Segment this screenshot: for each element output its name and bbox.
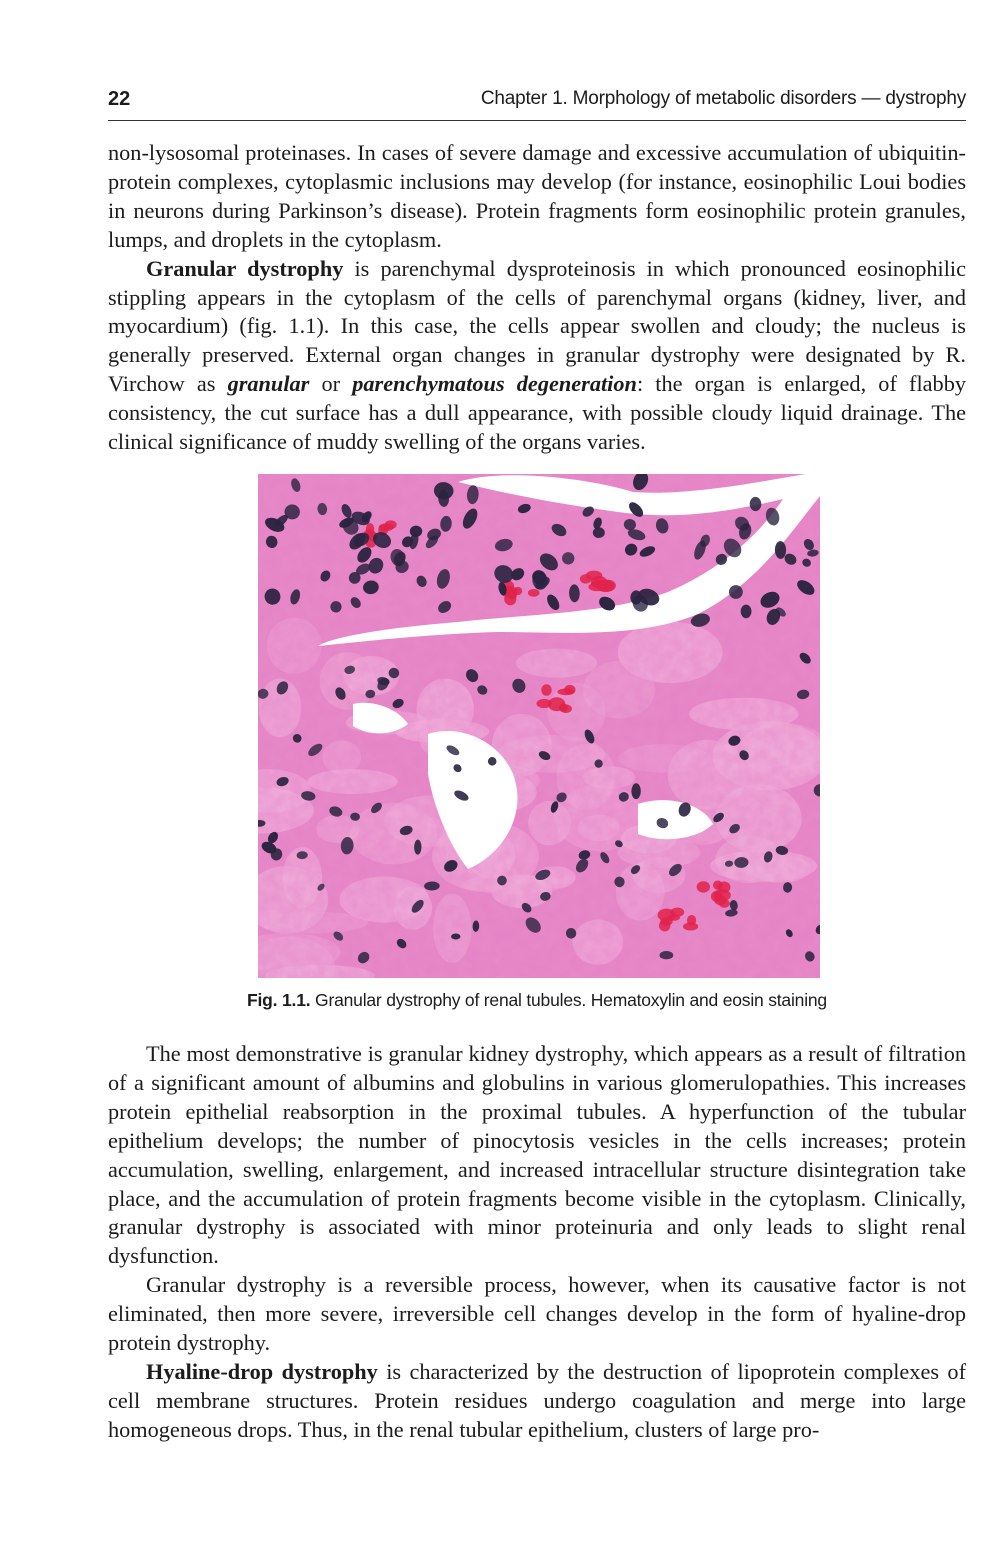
histology-micrograph [258,474,820,978]
term-parenchymatous-degeneration: parenchymatous degeneration [352,371,637,397]
paragraph-text: is characterized by the destruction of lipoprotein complexes of cell membrane structures. Protein residues undergo coagulation and merge into large homogeneous drops. Thus, in the renal tubular epithelium, clusters of large pro- [108,1358,966,1442]
erythrocyte [541,684,551,696]
paragraph: Granular dystrophy is a reversible process, however, when its causative factor is not eliminated, then more severe, irreversible cell changes develop in the form of hyaline-drop protein dystrophy. [108,1272,966,1356]
figure-caption [108,990,966,1011]
term-granular: granular [227,371,310,397]
figure-label: Fig. 1.1. [247,990,311,1010]
micrograph-image [258,474,820,978]
paragraph: non-lysosomal proteinases. In cases of severe damage and excessive accumulation of ubiquitin-protein complexes, cytoplasmic inclusions may develop (for instance, eosinophilic Loui bodies in neurons during Parkinson’s disease). Protein fragments form eosinophilic protein granules, lumps, and droplets in the cytoplasm. [108,140,966,252]
erythrocyte [528,589,540,597]
paragraph [108,1358,966,1445]
erythrocyte [670,908,684,917]
erythrocyte [697,881,710,892]
erythrocyte [536,699,551,708]
top-text-block [108,139,966,457]
running-header [108,86,966,121]
erythrocyte [504,593,516,606]
cell-nucleus [660,951,674,959]
paragraph-text: or [309,371,353,397]
erythrocyte [559,703,568,712]
erythrocyte [713,881,723,890]
running-title: Chapter 1. Morphology of metabolic disorders — dystrophy [480,88,966,109]
term-hyaline-drop-dystrophy: Hyaline-drop dystrophy [146,1358,378,1384]
figure-caption-text: Granular dystrophy of renal tubules. Hematoxylin and eosin staining [310,990,827,1010]
erythrocyte [683,923,698,931]
paragraph [108,255,966,457]
cell-nucleus [741,605,752,619]
paragraph-text: is parenchymal dysproteinosis in which pronounced eosinophilic stippling appears in the cytoplasm of the cells of parenchymal organs (kidney, liver, and myocardium) (fig. 1.1). In this case, the cells appear swollen and cloudy; the nucleus is generally preserved. External organ changes in granular dystrophy were designated by R. Virchow as [108,255,966,397]
erythrocyte [711,891,723,902]
erythrocyte [557,688,574,695]
paragraph-text: : the organ is enlarged, of flabby consistency, the cut surface has a dull appearance, with possible cloudy liquid drainage. The clinical significance of muddy swelling of the organs varies. [108,371,966,455]
erythrocyte [385,520,397,529]
paragraph: The most demonstrative is granular kidney dystrophy, which appears as a result of filtration of a significant amount of albumins and globulins in various glomerulopathies. This increases protein epithelial reabsorption in the proximal tubules. A hyperfunction of the tubular epithelium develops; the number of pinocytosis vesicles in the cells increases; protein accumulation, swelling, enlargement, and increased intracellular structure disintegration take place, and the accumulation of protein fragments become visible in the cytoplasm. Clinically, granular dystrophy is associated with minor proteinuria and only leads to slight renal dysfunction. [108,1041,966,1269]
term-granular-dystrophy: Granular dystrophy [146,255,344,281]
bottom-text-block [108,1040,966,1445]
page-number: 22 [108,88,131,110]
erythrocyte [591,576,608,588]
